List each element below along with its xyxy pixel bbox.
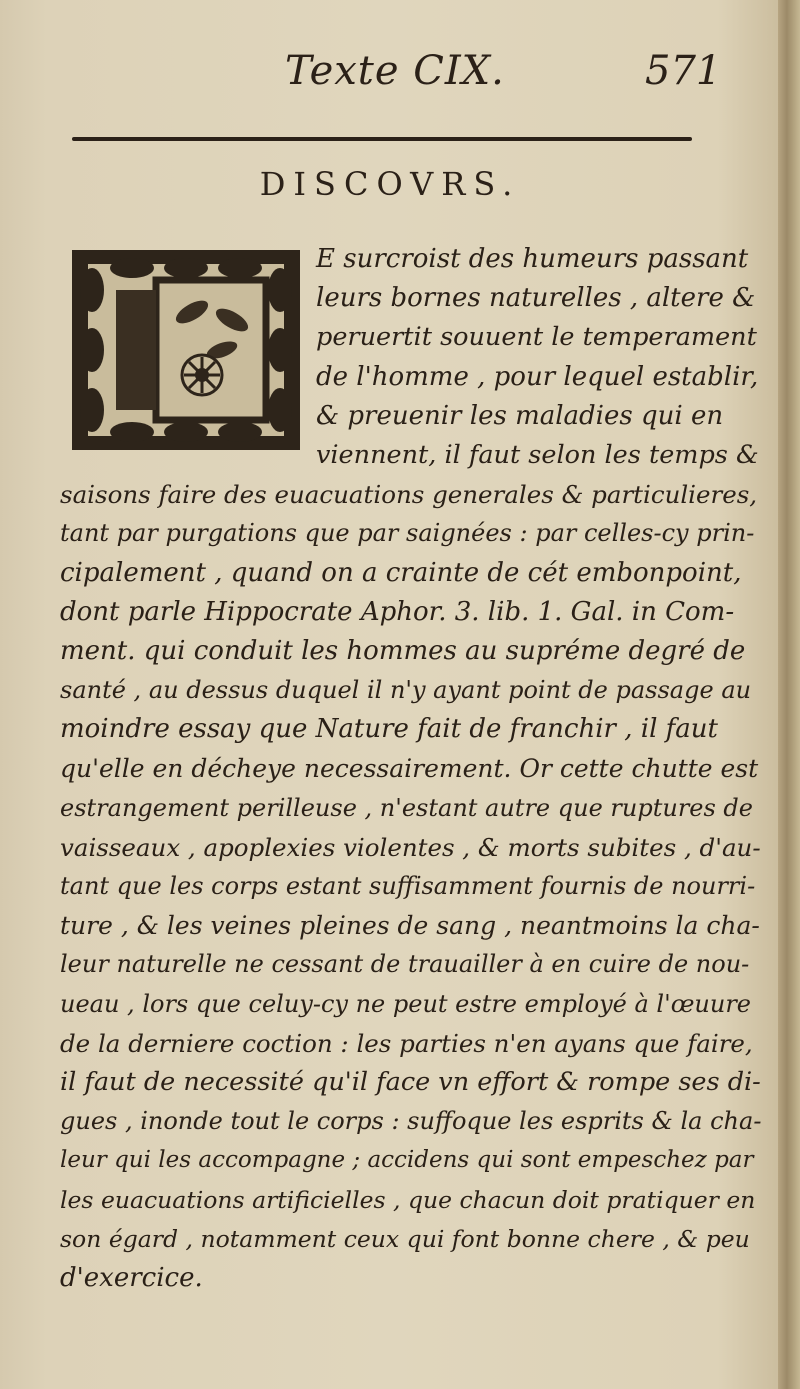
text-line: leur naturelle ne cessant de trauailler à en cuire de nou-: [60, 950, 750, 979]
text-line: ment. qui conduit les hommes au supréme degré de: [60, 635, 746, 666]
text-line: dont parle Hippocrate Aphor. 3. lib. 1. Gal. in Com-: [60, 596, 735, 627]
header-rule: [72, 137, 692, 141]
text-line: leur qui les accompagne ; accidens qui sont empeschez par: [60, 1147, 754, 1174]
page-edge: [778, 0, 800, 1389]
text-line: santé , au dessus duquel il n'y ayant point de passage au: [60, 676, 752, 705]
text-line: d'exercice.: [60, 1262, 203, 1293]
running-title: Texte CIX.: [285, 48, 505, 94]
text-line: cipalement , quand on a crainte de cét embonpoint,: [60, 557, 742, 588]
text-line: saisons faire des euacuations generales & particulieres,: [60, 480, 758, 510]
text-line: E surcroist des humeurs passant: [316, 244, 749, 274]
text-line: & preuenir les maladies qui en: [316, 400, 724, 431]
text-line: qu'elle en décheye necessairement. Or cette chutte est: [60, 754, 759, 784]
text-line: son égard , notamment ceux qui font bonne chere , & peu: [60, 1224, 750, 1253]
text-line: ture , & les veines pleines de sang , neantmoins la cha-: [60, 911, 760, 941]
text-line: viennent, il faut selon les temps &: [316, 439, 759, 470]
text-line: ueau , lors que celuy-cy ne peut estre employé à l'œuure: [60, 989, 752, 1018]
text-line: tant par purgations que par saignées : par celles-cy prin-: [60, 519, 755, 548]
text-line: peruertit souuent le temperament: [316, 322, 757, 353]
text-line: il faut de necessité qu'il face vn effort & rompe ses di-: [60, 1066, 761, 1097]
text-line: leurs bornes naturelles , altere &: [316, 283, 756, 314]
section-heading: DISCOVRS.: [259, 165, 521, 203]
text-line: moindre essay que Nature fait de franchir , il faut: [60, 714, 718, 745]
discourse-body: [60, 240, 760, 1298]
text-line: estrangement perilleuse , n'estant autre que ruptures de: [60, 793, 753, 822]
text-line: les euacuations artificielles , que chacun doit pratiquer en: [60, 1185, 756, 1214]
text-line: de l'homme , pour lequel establir,: [316, 361, 759, 392]
page-number: 571: [645, 48, 722, 94]
text-line: vaisseaux , apoplexies violentes , & morts subites , d'au-: [60, 832, 761, 862]
text-line: gues , inonde tout le corps : suffoque les esprits & la cha-: [60, 1107, 762, 1136]
text-line: tant que les corps estant suffisamment fournis de nourri-: [60, 872, 756, 900]
text-line: de la derniere coction : les parties n'en ayans que faire,: [60, 1028, 753, 1058]
